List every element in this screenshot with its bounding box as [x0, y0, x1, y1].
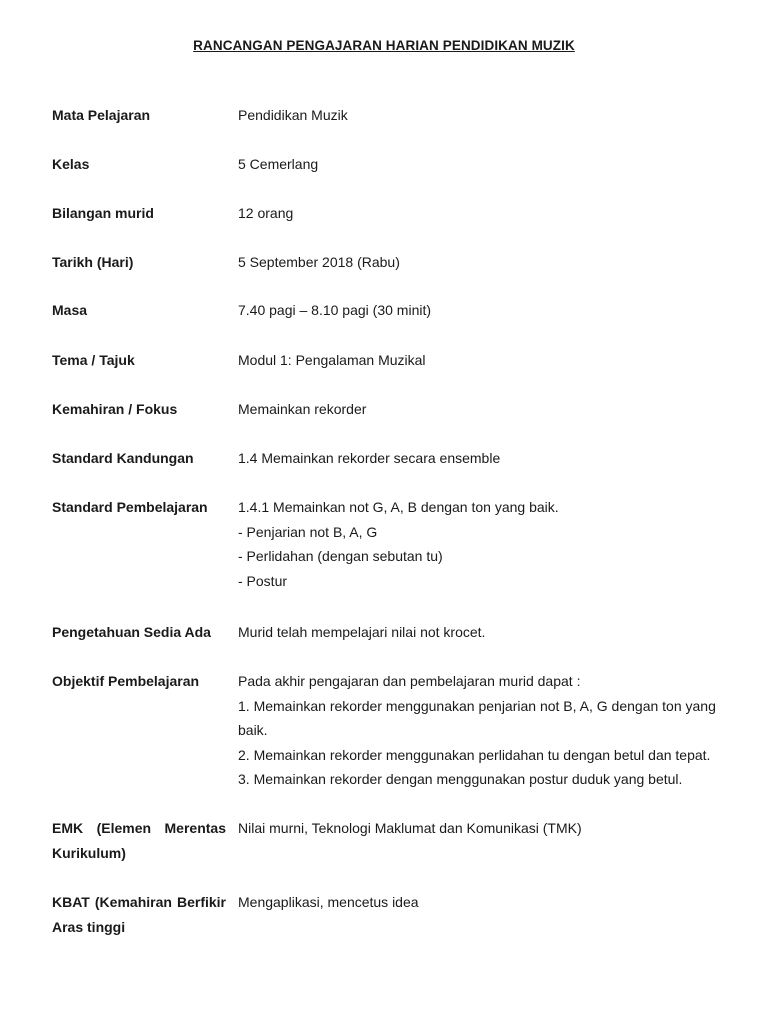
row-label: Tarikh (Hari): [52, 254, 134, 270]
row-value: [238, 298, 720, 323]
row-label: Kelas: [52, 156, 90, 172]
row-label: Pengetahuan Sedia Ada: [52, 624, 211, 640]
document-title: RANCANGAN PENGAJARAN HARIAN PENDIDIKAN MUZIK: [193, 38, 575, 53]
value-line: Pendidikan Muzik: [238, 107, 348, 123]
value-line: 1.4.1 Memainkan not G, A, B dengan ton yang baik.: [238, 499, 559, 515]
row-label: EMK (Elemen Merentas Kurikulum): [52, 820, 226, 861]
row-value: [238, 669, 720, 792]
row-bilangan-murid: [52, 201, 732, 226]
value-line: 5 Cemerlang: [238, 156, 319, 172]
row-pengetahuan-sedia-ada: [52, 620, 732, 645]
row-value: [238, 890, 720, 939]
row-value: [238, 103, 720, 128]
row-value: [238, 201, 720, 226]
row-value: [238, 397, 720, 422]
row-emk: [52, 816, 732, 865]
row-tema-tajuk: [52, 348, 732, 373]
row-value: [238, 495, 720, 593]
value-line: 2. Memainkan rekorder menggunakan perlidahan tu dengan betul dan tepat.: [238, 746, 711, 763]
row-label: Mata Pelajaran: [52, 107, 151, 123]
row-tarikh: [52, 250, 732, 275]
row-label: Bilangan murid: [52, 205, 154, 221]
value-line: 1.4 Memainkan rekorder secara ensemble: [238, 450, 501, 466]
row-label: Kemahiran / Fokus: [52, 401, 178, 417]
row-mata-pelajaran: [52, 103, 732, 128]
row-standard-kandungan: [52, 446, 732, 471]
row-value: [238, 152, 720, 177]
row-value: [238, 250, 720, 275]
row-label: KBAT (Kemahiran Berfikir Aras tinggi: [52, 894, 226, 935]
value-line: 7.40 pagi – 8.10 pagi (30 minit): [238, 302, 432, 318]
row-value: [238, 446, 720, 471]
value-line: Modul 1: Pengalaman Muzikal: [238, 352, 426, 368]
row-label: Objektif Pembelajaran: [52, 673, 200, 689]
row-value: [238, 348, 720, 373]
row-kbat: [52, 890, 732, 939]
value-line: Murid telah mempelajari nilai not krocet.: [238, 624, 486, 640]
value-line: - Penjarian not B, A, G: [238, 523, 378, 540]
value-line: - Perlidahan (dengan sebutan tu): [238, 548, 443, 564]
value-line: Mengaplikasi, mencetus idea: [238, 894, 419, 910]
value-line: 1. Memainkan rekorder menggunakan penjarian not B, A, G dengan ton yang baik.: [238, 697, 716, 738]
value-line: Pada akhir pengajaran dan pembelajaran murid dapat :: [238, 673, 581, 689]
row-value: [238, 816, 720, 865]
row-label: Standard Pembelajaran: [52, 499, 208, 515]
row-standard-pembelajaran: [52, 495, 732, 593]
row-kemahiran-fokus: [52, 397, 732, 422]
value-line: 3. Memainkan rekorder dengan menggunakan postur duduk yang betul.: [238, 771, 683, 787]
row-label: Tema / Tajuk: [52, 352, 135, 368]
row-objektif-pembelajaran: [52, 669, 732, 792]
row-kelas: [52, 152, 732, 177]
value-line: - Postur: [238, 572, 288, 589]
row-masa: [52, 298, 732, 323]
value-line: Memainkan rekorder: [238, 401, 367, 417]
value-line: 5 September 2018 (Rabu): [238, 254, 400, 270]
value-line: 12 orang: [238, 205, 294, 221]
row-label: Masa: [52, 302, 88, 318]
row-label: Standard Kandungan: [52, 450, 194, 466]
row-value: [238, 620, 720, 645]
value-line: Nilai murni, Teknologi Maklumat dan Komunikasi (TMK): [238, 820, 582, 836]
